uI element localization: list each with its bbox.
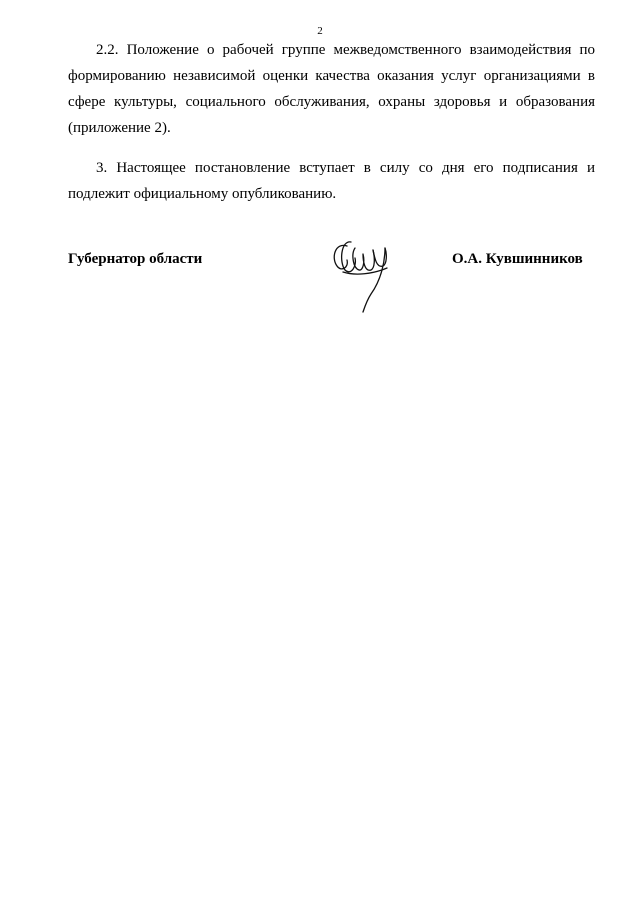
paragraph-3: 3. Настоящее постановление вступает в силу со дня его подписания и подлежит официальному опубликованию. <box>68 160 595 202</box>
page-number: 2 <box>317 25 323 37</box>
handwritten-signature <box>325 232 395 316</box>
signatory-name: О.А. Кувшинников <box>452 251 583 267</box>
document-body <box>68 37 595 207</box>
paragraph-2-2: 2.2. Положение о рабочей группе межведомственного взаимодействия по формированию независимой оценки качества оказания услуг организациями в сфере культуры, социального обслуживания, охраны здоровья и образования (приложение 2). <box>68 42 595 136</box>
signatory-title: Губернатор области <box>68 251 203 267</box>
